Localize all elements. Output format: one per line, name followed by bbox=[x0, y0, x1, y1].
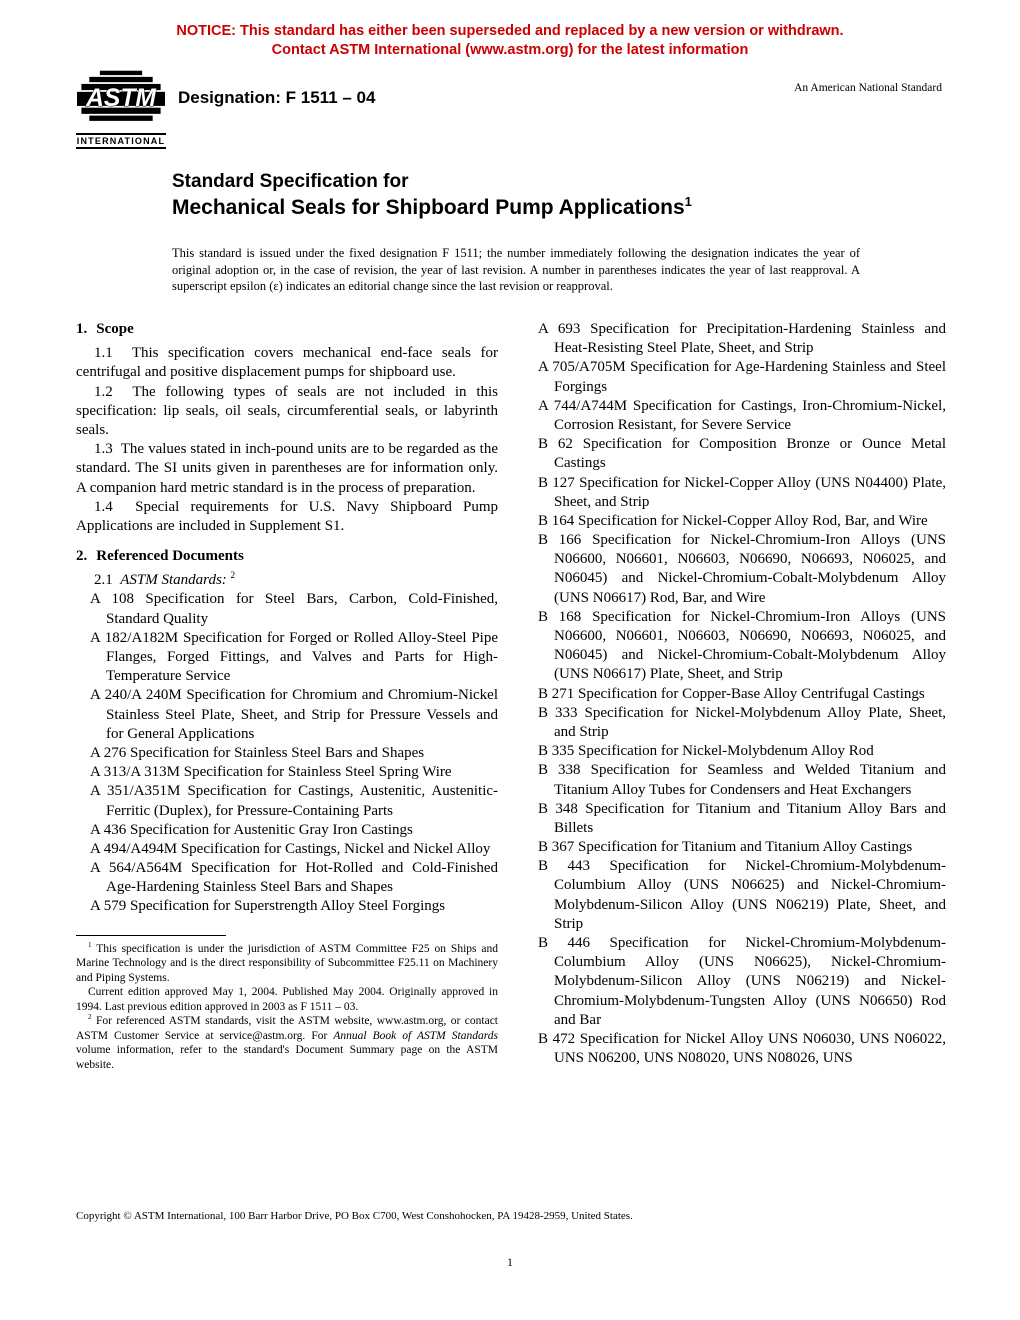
scope-heading-label: Scope bbox=[96, 321, 134, 337]
notice-line-1: NOTICE: This standard has either been superseded and replaced by a new version or withdrawn. bbox=[176, 23, 844, 39]
reference-item: B 446 Specification for Nickel-Chromium-Molybdenum-Columbium Alloy (UNS N06625), Nickel-Chromium-Molybdenum-Silicon Alloy (UNS N06219) and Nickel-Chromium-Molybdenum-Tungsten Alloy (UNS N06650) Rod and Bar bbox=[538, 935, 946, 1028]
reference-item: B 271 Specification for Copper-Base Alloy Centrifugal Castings bbox=[538, 685, 925, 702]
preamble-text: This standard is issued under the fixed designation F 1511; the number immediately following the designation indicates the year of original adoption or, in the case of revision, the year of last revision. A number in parentheses indicates the year of last reapproval. A superscript epsilon (ε) indicates an editorial change since the last revision or reapproval. bbox=[172, 246, 860, 294]
scope-paragraph: 1.4 Special requirements for U.S. Navy Shipboard Pump Applications are included in Supplement S1. bbox=[76, 498, 499, 534]
astm-logo-acronym: ASTM bbox=[86, 84, 156, 112]
reference-item: B 443 Specification for Nickel-Chromium-Molybdenum-Columbium Alloy (UNS N06625) and Nickel-Chromium-Molybdenum-Silicon Alloy (UNS N06219) Plate, Sheet, and Strip bbox=[538, 858, 946, 932]
footnotes-block bbox=[76, 935, 498, 1072]
subheading-number: 2.1 bbox=[94, 572, 113, 589]
refdocs-heading-number: 2. bbox=[76, 548, 88, 565]
left-column bbox=[76, 320, 498, 1072]
reference-item: B 338 Specification for Seamless and Welded Titanium and Titanium Alloy Tubes for Condensers and Heat Exchangers bbox=[538, 762, 946, 798]
refdocs-heading-label: Referenced Documents bbox=[96, 548, 244, 565]
footnote: $^1$ This specification is under the jurisdiction of ASTM Committee F25 on Ships and Marine Technology and is the direct responsibility of Subcommittee F25.11 on Machinery and Piping Systems. bbox=[76, 940, 498, 984]
reference-list-left bbox=[76, 590, 498, 916]
reference-item: B 164 Specification for Nickel-Copper Alloy Rod, Bar, and Wire bbox=[538, 512, 928, 529]
reference-item: B 333 Specification for Nickel-Molybdenum Alloy Plate, Sheet, and Strip bbox=[538, 704, 946, 740]
reference-item: A 494/A494M Specification for Castings, Nickel and Nickel Alloy bbox=[90, 840, 491, 857]
title-footnote-ref: 1 bbox=[684, 193, 692, 209]
scope-paragraph: 1.3 The values stated in inch-pound units are to be regarded as the standard. The SI units given in parentheses are for information only. A companion hard metric standard is in the process of preparation. bbox=[76, 441, 499, 496]
designation-text: Designation: F 1511 – 04 bbox=[178, 88, 376, 107]
notice-banner bbox=[0, 22, 1020, 60]
reference-item: B 168 Specification for Nickel-Chromium-Iron Alloys (UNS N06600, N06601, N06603, N06690, N06693, N06025, and N06045) and Nickel-Chromium-Cobalt-Molybdenum Alloy (UNS N06617) Plate, Sheet, and Strip bbox=[538, 608, 947, 683]
reference-item: B 127 Specification for Nickel-Copper Alloy (UNS N04400) Plate, Sheet, and Strip bbox=[538, 474, 946, 510]
reference-item: A 436 Specification for Austenitic Gray Iron Castings bbox=[90, 821, 413, 838]
reference-item: A 182/A182M Specification for Forged or Rolled Alloy-Steel Pipe Flanges, Forged Fittings, and Valves and Parts for High-Temperature Service bbox=[90, 629, 499, 685]
reference-item: B 335 Specification for Nickel-Molybdenum Alloy Rod bbox=[538, 743, 874, 760]
reference-item: A 240/A 240M Specification for Chromium and Chromium-Nickel Stainless Steel Plate, Sheet, and Strip for Pressure Vessels and for General Applications bbox=[90, 687, 498, 742]
footnote: $^2$ For referenced ASTM standards, visit the ASTM website, www.astm.org, or contact ASTM Customer Service at service@astm.org. For Annual Book of ASTM Standards volume information, refer to the standard's Document Summary page on the ASTM website. bbox=[76, 1013, 498, 1071]
astm-logo-graphic bbox=[77, 70, 165, 126]
reference-item: B 166 Specification for Nickel-Chromium-Iron Alloys (UNS N06600, N06601, N06603, N06690, N06693, N06025, and N06045) and Nickel-Chromium-Cobalt-Molybdenum Alloy (UNS N06617) Rod, Bar, and Wire bbox=[538, 532, 947, 606]
scope-paragraphs bbox=[76, 344, 498, 536]
reference-item: A 693 Specification for Precipitation-Hardening Stainless and Heat-Resisting Steel Plate, Sheet, and Strip bbox=[538, 321, 947, 357]
title-block bbox=[172, 170, 692, 221]
scope-paragraph: 1.1 This specification covers mechanical end-face seals for centrifugal and positive displacement pumps for shipboard use. bbox=[76, 345, 498, 381]
reference-item: A 705/A705M Specification for Age-Hardening Stainless and Steel Forgings bbox=[538, 359, 947, 395]
reference-item: B 348 Specification for Titanium and Titanium Alloy Bars and Billets bbox=[538, 800, 946, 836]
astm-standards-subheading bbox=[76, 571, 498, 590]
copyright-line: Copyright © ASTM International, 100 Barr Harbor Drive, PO Box C700, West Conshohocken, PA 19428-2959, United States. bbox=[76, 1210, 633, 1222]
reference-item: A 579 Specification for Superstrength Alloy Steel Forgings bbox=[90, 898, 446, 915]
title-eyebrow: Standard Specification for bbox=[172, 171, 409, 192]
astm-logo-international-label: INTERNATIONAL bbox=[76, 133, 166, 149]
subheading-footnote-ref: 2 bbox=[230, 571, 236, 582]
footnote-list bbox=[76, 942, 498, 1072]
scope-paragraph: 1.2 The following types of seals are not included in this specification: lip seals, oil seals, circumferential seals, or labyrinth seals. bbox=[76, 383, 499, 438]
reference-item: A 313/A 313M Specification for Stainless Steel Spring Wire bbox=[90, 764, 452, 781]
astm-logo bbox=[76, 70, 166, 149]
reference-item: A 564/A564M Specification for Hot-Rolled and Cold-Finished Age-Hardening Stainless Steel Bars and Shapes bbox=[90, 860, 499, 896]
footnote: Current edition approved May 1, 2004. Published May 2004. Originally approved in 1994. Last previous edition approved in 2003 as F 1511 – 03. bbox=[76, 986, 498, 1013]
reference-item: B 367 Specification for Titanium and Titanium Alloy Castings bbox=[538, 839, 913, 856]
reference-item: B 62 Specification for Composition Bronze or Ounce Metal Castings bbox=[538, 436, 947, 472]
reference-list-right bbox=[524, 320, 946, 1068]
american-national-standard-label: An American National Standard bbox=[794, 82, 942, 94]
subheading-title: ASTM Standards: bbox=[120, 572, 227, 589]
notice-line-2: Contact ASTM International (www.astm.org) for the latest information bbox=[271, 41, 749, 58]
refdocs-section-heading bbox=[76, 547, 498, 566]
footnote-separator bbox=[76, 935, 226, 936]
reference-item: A 108 Specification for Steel Bars, Carbon, Cold-Finished, Standard Quality bbox=[90, 591, 498, 627]
page-number: 1 bbox=[507, 1255, 513, 1269]
reference-item: A 744/A744M Specification for Castings, Iron-Chromium-Nickel, Corrosion Resistant, for Severe Service bbox=[538, 397, 946, 433]
reference-item: A 276 Specification for Stainless Steel Bars and Shapes bbox=[90, 744, 425, 761]
reference-item: A 351/A351M Specification for Castings, Austenitic, Austenitic-Ferritic (Duplex), for Pressure-Containing Parts bbox=[90, 783, 499, 819]
content-columns bbox=[76, 320, 946, 1072]
reference-item: B 472 Specification for Nickel Alloy UNS N06030, UNS N06022, UNS N06200, UNS N08020, UNS N08026, UNS bbox=[538, 1030, 946, 1067]
right-column bbox=[524, 320, 946, 1072]
page-title-text: Mechanical Seals for Shipboard Pump Applications bbox=[172, 195, 685, 219]
scope-heading-number: 1. bbox=[76, 321, 88, 337]
page-title bbox=[172, 194, 692, 221]
scope-section-heading bbox=[76, 320, 498, 339]
